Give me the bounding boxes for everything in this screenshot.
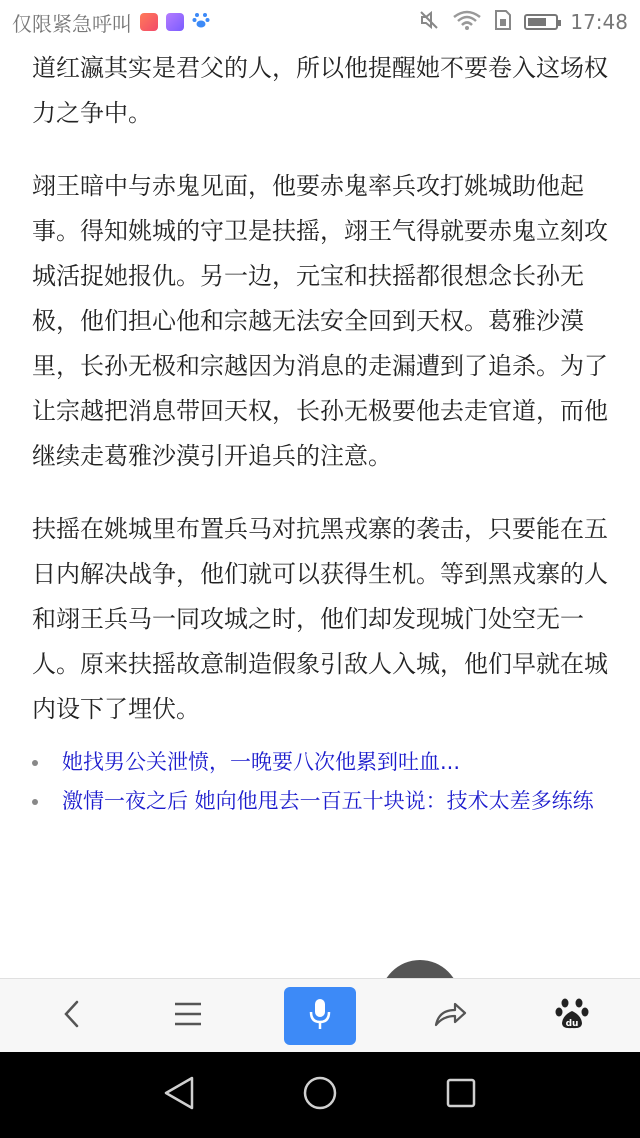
baidu-du-icon [555,997,589,1035]
menu-button[interactable] [156,979,220,1053]
triangle-back-icon [162,1075,196,1115]
nav-home-button[interactable] [297,1072,343,1118]
related-link[interactable] [32,746,612,779]
nav-back-button[interactable] [156,1072,202,1118]
related-link-text[interactable]: 激情一夜之后 她向他甩去一百五十块说：技术太差多练练 [62,789,594,813]
voice-search-button[interactable] [284,987,356,1045]
related-links-list [32,746,612,818]
baidu-home-button[interactable] [540,979,604,1053]
carrier-label: 仅限紧急呼叫 [12,11,132,36]
wifi-icon [452,9,482,36]
gallery-app-icon [166,13,184,31]
status-bar [0,0,640,44]
baidu-paw-icon [192,10,210,34]
article-body [32,46,612,824]
battery-icon [524,14,558,30]
teaser-photo [380,960,460,980]
back-button[interactable] [40,979,104,1053]
svg-text:du: du [565,1019,579,1029]
system-navigation-bar [0,1052,640,1138]
share-icon [433,1000,467,1032]
back-icon [61,999,83,1033]
browser-toolbar [0,978,640,1053]
mute-icon [418,9,440,36]
clock: 17:48 [570,10,628,34]
menu-icon [173,1001,203,1031]
article-paragraph: 翊王暗中与赤鬼见面，他要赤鬼率兵攻打姚城助他起事。得知姚城的守卫是扶摇，翊王气得就要赤鬼立刻攻城活捉她报仇。另一边，元宝和扶摇都很想念长孙无极，他们担心他和宗越无法安全回到天权。葛雅沙漠里，长孙无极和宗越因为消息的走漏遭到了追杀。为了让宗越把消息带回天权，长孙无极要他去走官道，而他继续走葛雅沙漠引开追兵的注意。 [32,172,608,470]
next-content-image [0,960,640,980]
circle-home-icon [302,1075,338,1115]
related-link-text[interactable]: 她找男公关泄愤，一晚要八次他累到吐血... [62,750,461,774]
related-link[interactable] [32,785,612,818]
square-recents-icon [445,1077,477,1113]
nav-recents-button[interactable] [438,1072,484,1118]
article-paragraph: 扶摇在姚城里布置兵马对抗黑戎寨的袭击，只要能在五日内解决战争，他们就可以获得生机。等到黑戎寨的人和翊王兵马一同攻城之时，他们却发现城门处空无一人。原来扶摇故意制造假象引敌人入城，他们早就在城内设下了埋伏。 [32,515,608,723]
microphone-icon [308,997,332,1035]
article-intro-fragment: 道红瀛其实是君父的人，所以他提醒她不要卷入这场权力之争中。 [32,54,608,127]
music-app-icon [140,13,158,31]
share-button[interactable] [418,979,482,1053]
sim-icon [494,9,512,36]
